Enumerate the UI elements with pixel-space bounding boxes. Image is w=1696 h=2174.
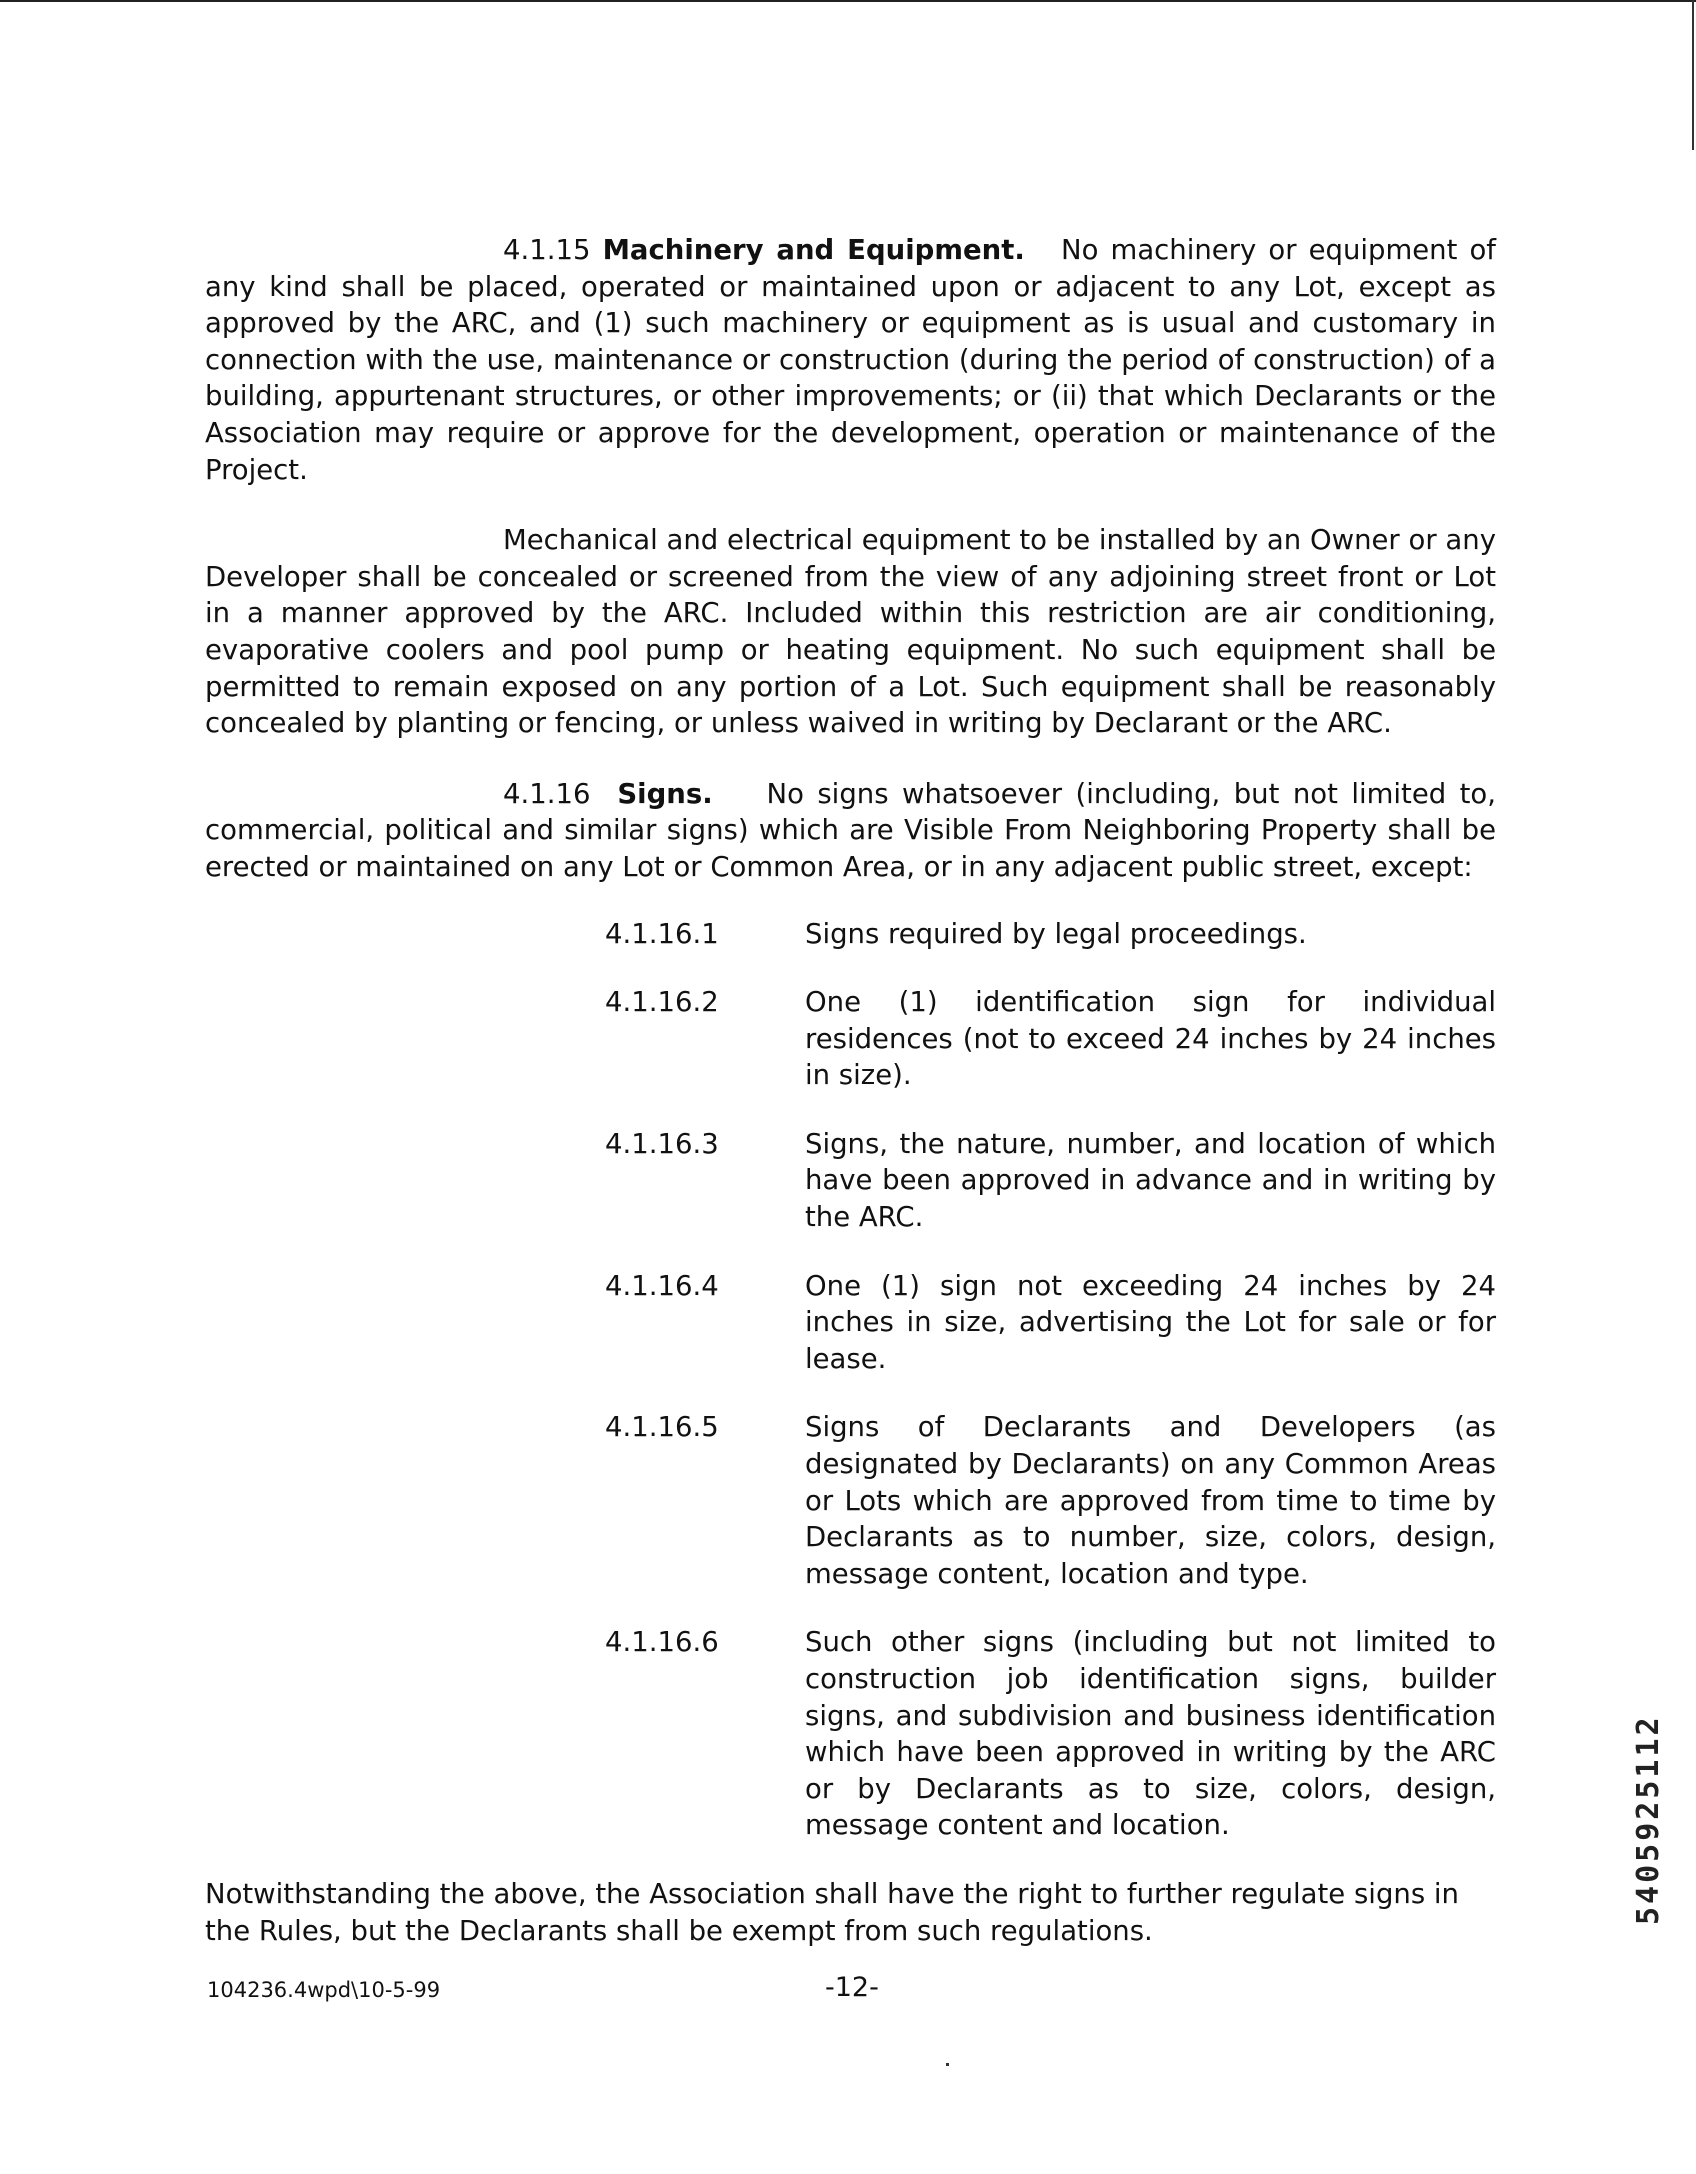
margin-stamp-number (1631, 1585, 1676, 1935)
item-text: Signs, the nature, number, and location of which have been approved in advance and in writing by the ARC. (805, 1127, 1496, 1234)
margin-stamp-text: 5405925112 (1631, 1714, 1666, 1925)
item-number: 4.1.16.2 (605, 986, 719, 1019)
item-number: 4.1.16.4 (605, 1269, 719, 1302)
section-heading: Signs. (617, 777, 713, 810)
section-4-1-16-paragraph (205, 776, 1496, 886)
list-item (605, 916, 1496, 953)
section-body: No machinery or equipment of any kind shall be placed, operated or maintained upon or adjacent to any Lot, except as approved by the ARC, and (1) such machinery or equipment as is usual and customary in connection with the use, maintenance or construction (during the period of construction) of a building, appurtenant structures, or other improvements; or (ii) that which Declarants or the Association may require or approve for the development, operation or maintenance of the Project. (205, 234, 1496, 486)
section-number: 4.1.15 (503, 234, 591, 266)
section-heading: Machinery and Equipment. (602, 234, 1025, 266)
page-number: -12- (825, 1972, 879, 2003)
list-item (605, 1409, 1496, 1592)
document-code: 104236.4wpd\10-5-99 (207, 1978, 441, 2002)
list-item (605, 1126, 1496, 1236)
list-item (605, 1624, 1496, 1844)
stray-mark (946, 2063, 949, 2066)
signs-exception-list (605, 916, 1496, 1844)
mechanical-equipment-paragraph: Mechanical and electrical equipment to be installed by an Owner or any Developer shall be concealed or screened from the view of any adjoining street front or Lot in a manner approved by the ARC. Included within this restriction are air conditioning, evaporative coolers and pool pump or heating equipment. No such equipment shall be permitted to remain exposed on any portion of a Lot. Such equipment shall be reasonably concealed by planting or fencing, or unless waived in writing by Declarant or the ARC. (205, 524, 1496, 740)
item-number: 4.1.16.1 (605, 917, 719, 950)
item-text: One (1) identification sign for individual residences (not to exceed 24 inches by 24 inches in size). (805, 986, 1496, 1092)
item-text: Signs required by legal proceedings. (805, 917, 1307, 950)
item-number: 4.1.16.3 (605, 1127, 719, 1160)
right-edge-line (1692, 0, 1694, 150)
closing-paragraph: Notwithstanding the above, the Association shall have the right to further regulate signs in the Rules, but the Declarants shall be exempt from such regulations. (205, 1877, 1459, 1947)
section-body: No signs whatsoever (including, but not limited to, commercial, political and similar signs) which are Visible From Neighboring Property shall be erected or maintained on any Lot or Common Area, or in any adjacent public street, except: (205, 777, 1496, 883)
item-text: Signs of Declarants and Developers (as designated by Declarants) on any Common Areas or Lots which are approved from time to time by Declarants as to number, size, colors, design, message content, location and type. (805, 1411, 1496, 1590)
top-border-line (0, 0, 1696, 2)
section-number: 4.1.16 (503, 777, 591, 810)
section-4-1-15-paragraph (205, 232, 1496, 488)
list-item (605, 1268, 1496, 1378)
list-item (605, 984, 1496, 1094)
document-page (205, 232, 1496, 1949)
item-text: One (1) sign not exceeding 24 inches by 24 inches in size, advertising the Lot for sale or for lease. (805, 1269, 1496, 1375)
item-number: 4.1.16.5 (605, 1411, 719, 1444)
item-text: Such other signs (including but not limited to construction job identification signs, builder signs, and subdivision and business identification which have been approved in writing by the ARC or by Declarants as to size, colors, design, message content and location. (805, 1626, 1496, 1842)
item-number: 4.1.16.6 (605, 1626, 719, 1659)
